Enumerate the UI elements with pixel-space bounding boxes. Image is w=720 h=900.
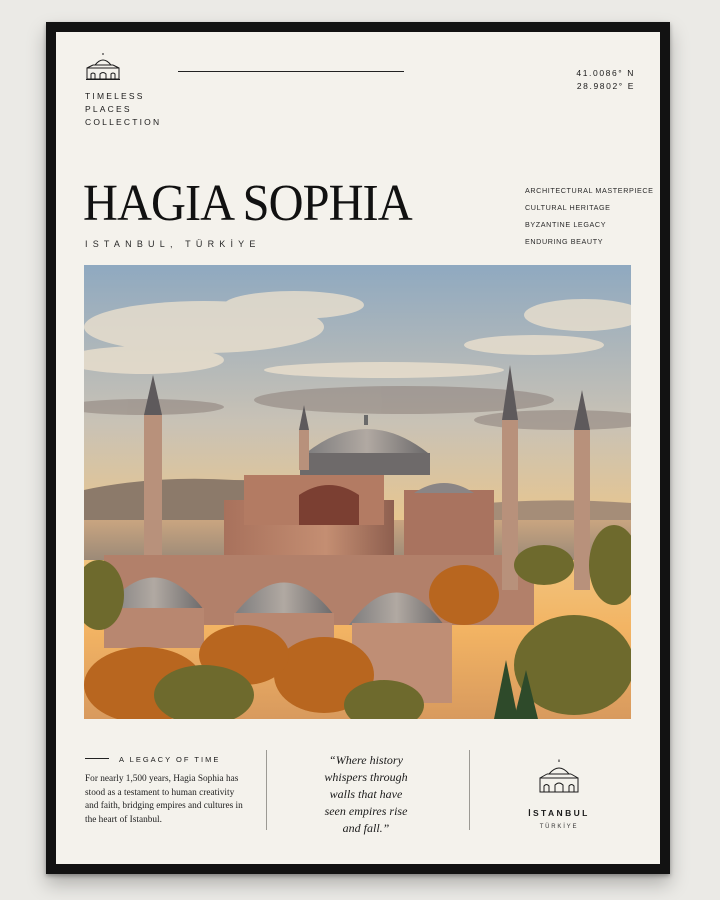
tag-item: ARCHITECTURAL MASTERPIECE [525,186,654,195]
quote-line: walls that have [329,787,403,801]
tag-list [525,182,654,250]
legacy-body: For nearly 1,500 years, Hagia Sophia has stood as a testament to human creativity and faith, bridging empires and cultures in the heart of Istanbul. [85,774,243,825]
coordinates [576,67,635,93]
tag-item: CULTURAL HERITAGE [525,203,611,212]
latitude: 41.0086° N [576,68,635,78]
brand-line: PLACES [85,104,132,114]
tag-item: BYZANTINE LEGACY [525,220,607,229]
legacy-heading: A LEGACY OF TIME [119,755,221,764]
hagia-sophia-photo [84,265,631,719]
poster [56,32,660,864]
quote-line: seen empires rise [324,804,408,818]
location-city: İSTANBUL [528,808,590,818]
brand-line: TIMELESS [85,91,145,101]
mosque-logo-icon [85,52,121,80]
quote-line: whispers through [324,770,408,784]
poster-title: HAGIA SOPHIA [83,175,412,232]
brand-line: COLLECTION [85,117,162,127]
poster-subtitle: ISTANBUL, TÜRKİYE [85,239,261,249]
poster-frame [46,22,670,874]
footer-divider [266,750,267,830]
quote-line: and fall.” [342,821,390,835]
tag-item: ENDURING BEAUTY [525,237,604,246]
mosque-icon [537,759,581,793]
header-rule [178,71,404,72]
legacy-rule [85,758,109,759]
brand-name [85,90,161,129]
quote [291,752,441,837]
longitude: 28.9802° E [576,81,635,91]
quote-line: “Where history [329,753,403,767]
footer-divider [469,750,470,830]
location-country: TÜRKİYE [539,824,579,830]
